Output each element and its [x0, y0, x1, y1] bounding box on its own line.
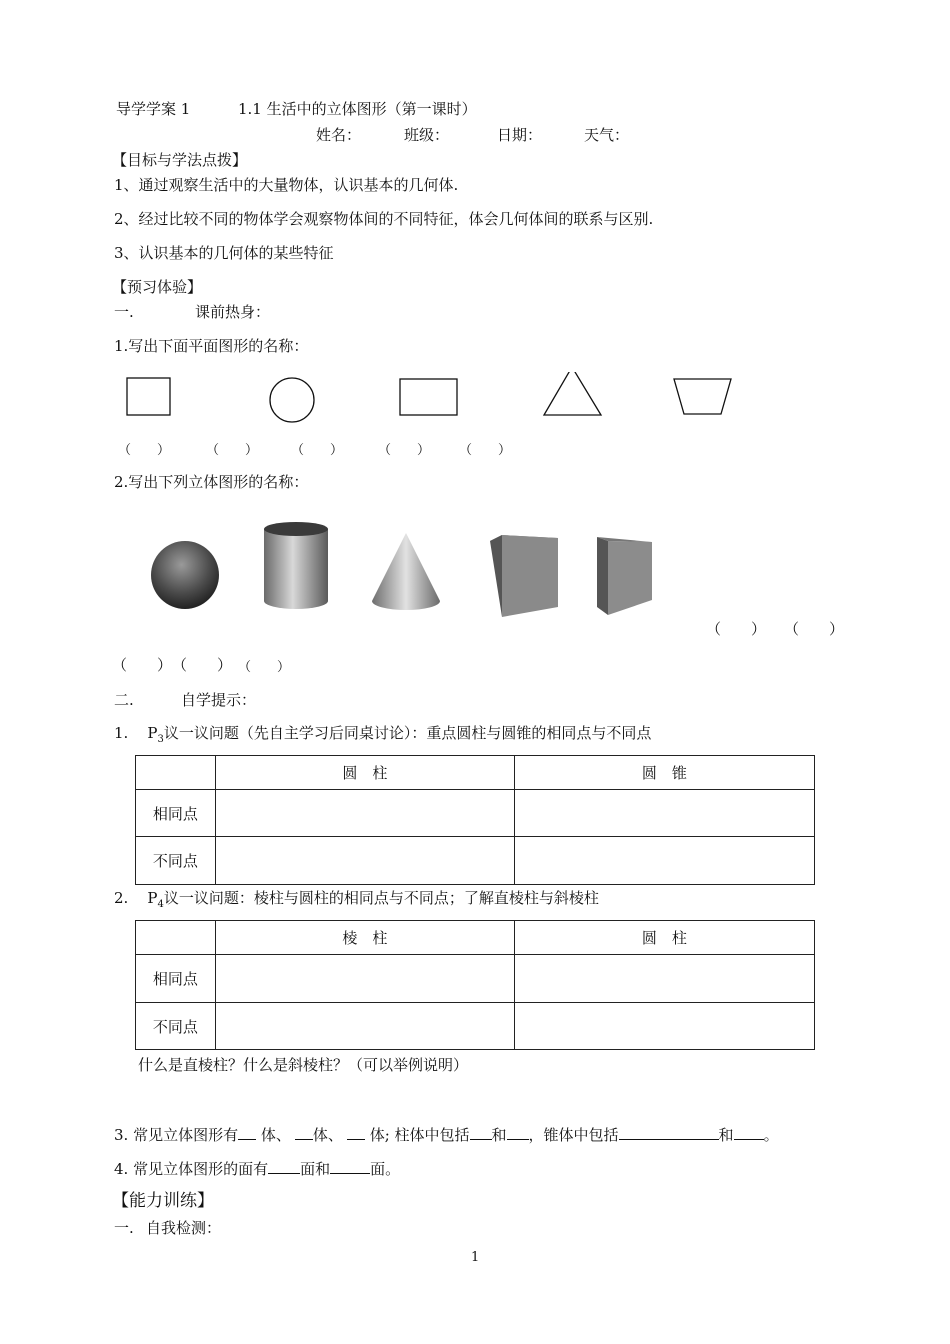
cone-shape: [372, 533, 440, 610]
fill-question-3: [114, 1125, 779, 1145]
solid-shapes: [140, 515, 670, 625]
study-item-2: [114, 888, 599, 915]
fill-blank[interactable]: [295, 1125, 313, 1140]
preview-heading: 【预习体验】: [112, 278, 203, 296]
goal-item: 2、经过比较不同的物体学会观察物体间的不同特征，体会几何体间的联系与区别.: [114, 210, 654, 228]
warmup-number: 一.: [114, 303, 134, 321]
answer-blank[interactable]: （ ）: [291, 443, 344, 458]
item-number: 1.: [114, 724, 129, 742]
goal-item: 1、通过观察生活中的大量物体，认识基本的几何体.: [114, 176, 459, 194]
cuboid-shape: [490, 535, 558, 617]
training-sub-title: 自我检测：: [146, 1219, 222, 1237]
row-label: 不同点: [136, 1003, 216, 1050]
name-label: 姓名：: [316, 126, 362, 144]
lesson-title: 1.1 生活中的立体图形（第一课时）: [238, 100, 477, 118]
training-sub-number: 一.: [114, 1219, 134, 1237]
warmup-title: 课前热身：: [195, 303, 271, 321]
circle-shape: [270, 378, 314, 422]
answer-blank[interactable]: （ ）: [206, 443, 259, 458]
q3-text: 。: [763, 1126, 779, 1144]
training-heading: 【能力训练】: [112, 1191, 214, 1211]
doc-label: 导学学案 1: [116, 100, 191, 118]
table-header: 圆 柱: [514, 921, 814, 955]
q3-text: 体、: [260, 1126, 291, 1144]
date-label: 日期：: [497, 126, 543, 144]
table-corner-cell: [136, 921, 216, 955]
q3-text: 和: [491, 1126, 507, 1144]
q4-text: 面和: [300, 1160, 331, 1178]
answer-blank[interactable]: （ ）: [238, 660, 291, 675]
page-ref-number: 4: [157, 899, 164, 910]
triangular-prism-shape: [597, 537, 652, 615]
answer-cell[interactable]: [215, 955, 514, 1003]
row-label: 不同点: [136, 837, 216, 885]
answer-blank[interactable]: （ ）: [112, 656, 173, 674]
goal-item: 3、认识基本的几何体的某些特征: [114, 244, 334, 262]
fill-blank[interactable]: [347, 1125, 365, 1140]
cylinder-shape: [264, 522, 328, 609]
class-label: 班级：: [404, 126, 450, 144]
q3-text: 体、: [312, 1126, 343, 1144]
answer-cell[interactable]: [514, 1003, 814, 1050]
rectangle-shape: [400, 379, 457, 415]
answer-blank[interactable]: （ ）: [706, 620, 767, 638]
fill-blank[interactable]: [507, 1125, 529, 1140]
fill-blank[interactable]: [619, 1125, 719, 1140]
trapezoid-shape: [674, 379, 731, 414]
q3-text: ，锥体中包括: [528, 1126, 619, 1144]
page-ref: P: [147, 724, 158, 742]
row-label: 相同点: [136, 790, 216, 837]
q3-text: 体; 柱体中包括: [369, 1126, 470, 1144]
q4-text: 4. 常见立体图形的面有: [114, 1160, 269, 1178]
row-label: 相同点: [136, 955, 216, 1003]
plane-shapes: [120, 372, 740, 424]
weather-label: 天气：: [584, 126, 630, 144]
answer-blank[interactable]: （ ）: [378, 443, 431, 458]
answer-cell[interactable]: [215, 837, 514, 885]
fill-blank[interactable]: [734, 1125, 764, 1140]
answer-cell[interactable]: [514, 790, 814, 837]
square-shape: [127, 378, 170, 415]
sphere-shape: [151, 541, 219, 609]
question-1: 1.写出下面平面图形的名称：: [114, 337, 309, 355]
answer-blank[interactable]: （ ）: [459, 443, 512, 458]
comparison-table-2: [135, 920, 815, 1050]
table-header: 棱 柱: [215, 921, 514, 955]
fill-blank[interactable]: [470, 1125, 492, 1140]
goals-heading: 【目标与学法点拨】: [112, 151, 248, 169]
item-text: 议一议问题：棱柱与圆柱的相同点与不同点；了解直棱柱与斜棱柱: [163, 889, 599, 907]
answer-cell[interactable]: [215, 1003, 514, 1050]
answer-blank[interactable]: （ ）: [172, 656, 233, 674]
fill-question-4: [114, 1159, 400, 1179]
table-corner-cell: [136, 756, 216, 790]
answer-cell[interactable]: [514, 955, 814, 1003]
answer-blank[interactable]: （ ）: [118, 443, 171, 458]
fill-blank[interactable]: [238, 1125, 256, 1140]
fill-blank[interactable]: [330, 1159, 370, 1174]
q3-text: 3. 常见立体图形有: [114, 1126, 239, 1144]
answer-cell[interactable]: [215, 790, 514, 837]
study-item-1: [114, 723, 651, 750]
fill-blank[interactable]: [268, 1159, 300, 1174]
item-number: 2.: [114, 889, 129, 907]
table-header: 圆 锥: [514, 756, 814, 790]
self-study-title: 自学提示：: [181, 691, 257, 709]
q4-text: 面。: [370, 1160, 401, 1178]
q3-text: 和: [718, 1126, 734, 1144]
table-header: 圆 柱: [215, 756, 514, 790]
triangle-shape: [544, 372, 601, 415]
page-number: 1: [471, 1250, 480, 1265]
question-2: 2.写出下列立体图形的名称：: [114, 473, 309, 491]
page-ref: P: [147, 889, 158, 907]
comparison-table-1: [135, 755, 815, 885]
self-study-number: 二.: [114, 691, 134, 709]
answer-cell[interactable]: [514, 837, 814, 885]
prism-question: 什么是直棱柱？什么是斜棱柱？（可以举例说明）: [138, 1056, 469, 1074]
item-text: 议一议问题（先自主学习后同桌讨论）：重点圆柱与圆锥的相同点与不同点: [163, 724, 652, 742]
answer-blank[interactable]: （ ）: [784, 620, 845, 638]
page-ref-number: 3: [157, 734, 164, 745]
